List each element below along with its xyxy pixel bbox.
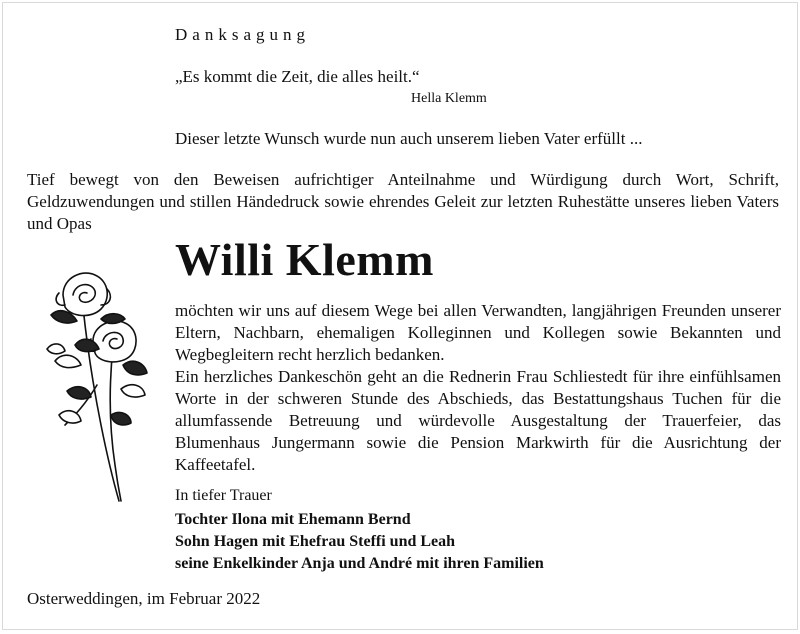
family-list <box>175 509 544 575</box>
quote-author: Hella Klemm <box>411 91 487 106</box>
family-member: seine Enkelkinder Anja und André mit ihren Familien <box>175 555 544 572</box>
notice-heading: Danksagung <box>175 25 310 44</box>
deceased-name: Willi Klemm <box>175 234 434 285</box>
quote-text: „Es kommt die Zeit, die alles heilt.“ <box>175 67 420 86</box>
wish-line: Dieser letzte Wunsch wurde nun auch unserem lieben Vater erfüllt ... <box>175 129 643 148</box>
obituary-notice <box>2 2 798 630</box>
family-member: Sohn Hagen mit Ehefrau Steffi und Leah <box>175 533 456 550</box>
roses-illustration-icon <box>35 265 153 505</box>
mourning-label: In tiefer Trauer <box>175 487 272 504</box>
thanks-paragraph: Ein herzliches Dankeschön geht an die Rednerin Frau Schliestedt für ihre einfühlsamen Worte in der schweren Stunde des Abschieds, das Bestattungshaus Tuchen für die allumfassende Betreuung und würdevolle Ausgestaltung der Trauerfeier, das Blumenhaus Jungermann sowie die Pension Markwirth für die Ausrichtung der Kaffeetafel. <box>175 367 781 474</box>
family-member: Tochter Ilona mit Ehemann Bernd <box>175 511 411 528</box>
place-date: Osterweddingen, im Februar 2022 <box>27 589 261 608</box>
thanks-paragraph: möchten wir uns auf diesem Wege bei allen Verwandten, langjährigen Freunden unserer Eltern, Nachbarn, ehemaligen Kolleginnen und Kollegen sowie Bekannten und Wegbegleitern recht herzlich bedanken. <box>175 301 781 364</box>
thanks-body <box>175 300 781 476</box>
intro-paragraph: Tief bewegt von den Beweisen aufrichtiger Anteilnahme und Würdigung durch Wort, Schrift, Geldzuwendungen und stillen Händedruck sowie ehrendes Geleit zur letzten Ruhestätte unseres lieben Vaters und Opas <box>27 170 779 233</box>
